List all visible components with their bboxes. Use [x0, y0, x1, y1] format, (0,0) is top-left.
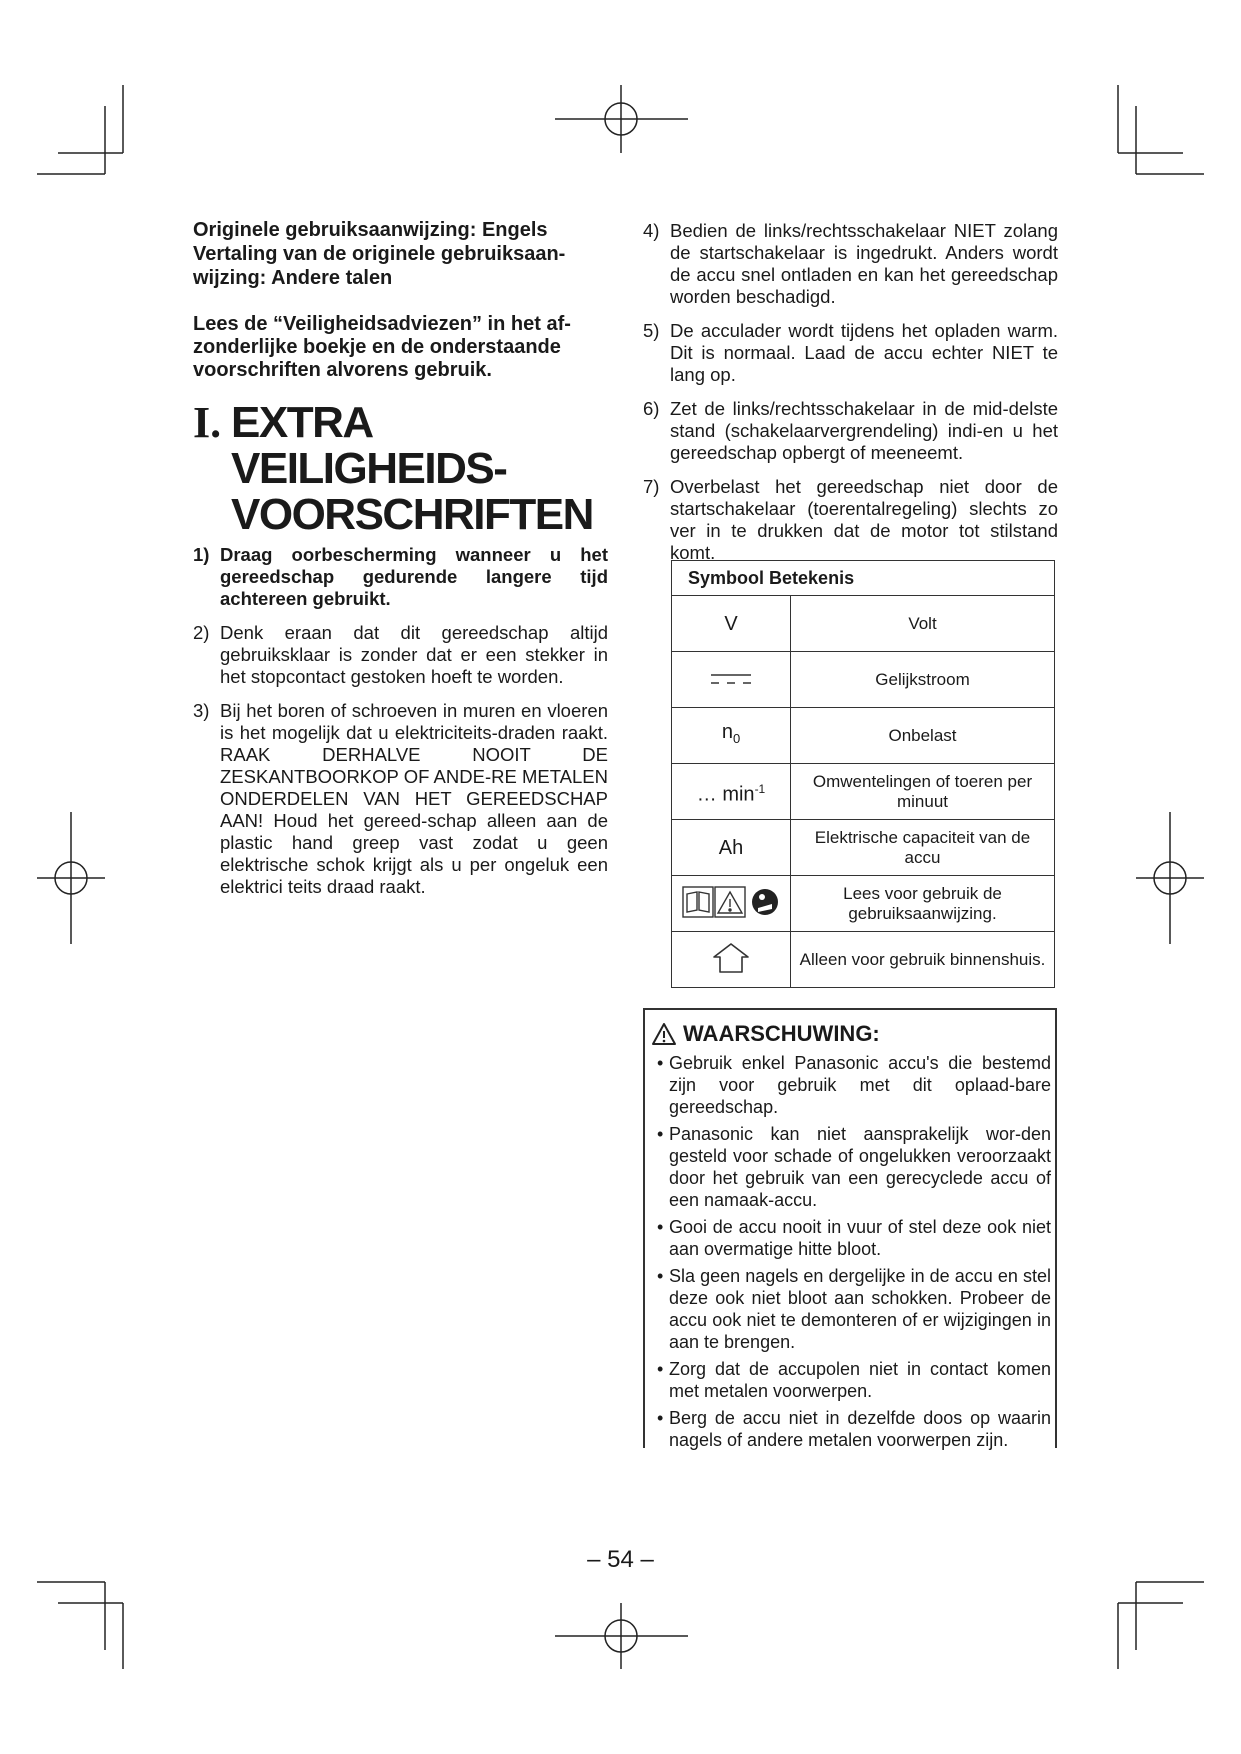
- item-number: 4): [643, 220, 660, 241]
- warning-triangle-icon: [651, 1022, 677, 1046]
- header-meaning: Betekenis: [769, 568, 855, 588]
- symbol-min: … min: [696, 783, 755, 806]
- section-number: I.: [193, 398, 222, 447]
- list-item: • Berg de accu niet in dezelfde doos op waarin nagels of andere metalen voorwerpen zijn.: [657, 1407, 1051, 1451]
- symbol-table: [671, 560, 1055, 988]
- symbol-min-sup: -1: [754, 781, 766, 796]
- table-row: [672, 876, 1055, 932]
- table-row: [672, 764, 1055, 820]
- table-header: [672, 561, 1055, 596]
- item-text: Bedien de links/rechtsschakelaar NIET zolang de startschakelaar is ingedrukt. Anders wordt de accu snel ontladen en kan het gereedschap worden beschadigd.: [670, 220, 1058, 307]
- list-item: • Sla geen nagels en dergelijke in de accu en stel deze ook niet bloot aan schokken. Probeer de accu ook niet te demonteren of er wijzigingen in aan te brengen.: [657, 1265, 1051, 1353]
- table-row: [672, 652, 1055, 708]
- list-item: [643, 220, 1058, 308]
- intro-line2: Vertaling van de originele gebruiksaan-wijzing: Andere talen: [193, 243, 566, 289]
- table-header-row: [672, 561, 1055, 596]
- table-row: [672, 708, 1055, 764]
- meaning-cell: Onbelast: [791, 708, 1055, 764]
- list-item: [643, 476, 1058, 564]
- list-item: [193, 622, 608, 688]
- header-symbol: Symbool: [688, 568, 765, 588]
- intro-read-first: Lees de “Veiligheidsadviezen” in het af-zonderlijke boekje en de onderstaande voorschriften alvorens gebruik.: [193, 313, 571, 381]
- page-number: – 54 –: [587, 1546, 654, 1573]
- table-row: [672, 820, 1055, 876]
- list-item: • Zorg dat de accupolen niet in contact komen met metalen voorwerpen.: [657, 1358, 1051, 1402]
- table-row: [672, 932, 1055, 988]
- symbol-ah: Ah: [672, 820, 791, 876]
- symbol-rpm: [672, 764, 791, 820]
- item-text: Draag oorbescherming wanneer u het gereedschap gedurende langere tijd achtereen gebruikt.: [220, 544, 608, 609]
- section-title-text: EXTRA VEILIGHEIDS-VOORSCHRIFTEN: [231, 398, 593, 539]
- section-title: [193, 400, 608, 538]
- warning-triangle-icon: [715, 887, 745, 917]
- warning-box: [643, 1008, 1057, 1448]
- item-number: 1): [193, 544, 210, 565]
- list-item: [193, 544, 608, 610]
- book-icon: [683, 887, 713, 917]
- item-text: Zet de links/rechtsschakelaar in de mid-delste stand (schakelaarvergrendeling) indi-en u het gereedschap opbergt of meeneemt.: [670, 398, 1058, 463]
- item-text: Overbelast het gereedschap niet door de startschakelaar (toerentalregeling) slechts zo ver in te drukken dat de motor tot stilstand komt.: [670, 476, 1058, 563]
- meaning-cell: Alleen voor gebruik binnenshuis.: [791, 932, 1055, 988]
- indoor-house-icon: [672, 932, 791, 988]
- warning-title-text: WAARSCHUWING:: [683, 1021, 880, 1046]
- item-text: Denk eraan dat dit gereedschap altijd gebruiksklaar is zonder dat er een stekker in het stopcontact gestoken hoeft te worden.: [220, 622, 608, 687]
- item-number: 6): [643, 398, 660, 419]
- item-number: 7): [643, 476, 660, 497]
- meaning-cell: Elektrische capaciteit van de accu: [791, 820, 1055, 876]
- item-text: Bij het boren of schroeven in muren en vloeren is het mogelijk dat u elektriciteits-draden raakt. RAAK DERHALVE NOOIT DE ZESKANTBOORKOP OF ANDE-RE METALEN ONDERDELEN VAN HET GEREEDSCHAP AAN! Houd het gereed-schap alleen aan de plastic hand greep vast zodat u geen elektrische schok krijgt als u per ongeluk een elektrici teits draad raakt.: [220, 700, 608, 897]
- item-number: 3): [193, 700, 210, 721]
- manual-reading-person-icon: [752, 889, 778, 915]
- list-item: [643, 398, 1058, 464]
- list-item: • Gooi de accu nooit in vuur of stel deze ook niet aan overmatige hitte bloot.: [657, 1216, 1051, 1260]
- left-column: [193, 218, 608, 910]
- item-number: 2): [193, 622, 210, 643]
- item-text: De acculader wordt tijdens het opladen warm. Dit is normaal. Laad de accu echter NIET te lang op.: [670, 320, 1058, 385]
- item-number: 5): [643, 320, 660, 341]
- meaning-cell: Omwentelingen of toeren per minuut: [791, 764, 1055, 820]
- symbol-n-sub: 0: [732, 731, 741, 746]
- dc-symbol-icon: [672, 652, 791, 708]
- read-manual-icons: [672, 876, 791, 932]
- list-item: [643, 320, 1058, 386]
- list-item: • Panasonic kan niet aansprakelijk wor-den gesteld voor schade of ongelukken veroorzaakt door het gebruik van een gerecyclede accu of een namaak-accu.: [657, 1123, 1051, 1211]
- list-item: • Gebruik enkel Panasonic accu's die bestemd zijn voor gebruik met dit oplaad-bare gereedschap.: [657, 1052, 1051, 1118]
- symbol-no-load: [672, 708, 791, 764]
- right-column: [643, 220, 1058, 576]
- meaning-cell: Lees voor gebruik de gebruiksaanwijzing.: [791, 876, 1055, 932]
- table-row: [672, 596, 1055, 652]
- warning-title: [651, 1020, 1055, 1048]
- symbol-volt: V: [672, 596, 791, 652]
- symbol-n: n: [721, 721, 733, 743]
- meaning-cell: Gelijkstroom: [791, 652, 1055, 708]
- warning-list: [645, 1052, 1055, 1451]
- intro-line1: Originele gebruiksaanwijzing: Engels: [193, 219, 548, 241]
- meaning-cell: Volt: [791, 596, 1055, 652]
- list-item: [193, 700, 608, 898]
- intro-language: [193, 218, 608, 290]
